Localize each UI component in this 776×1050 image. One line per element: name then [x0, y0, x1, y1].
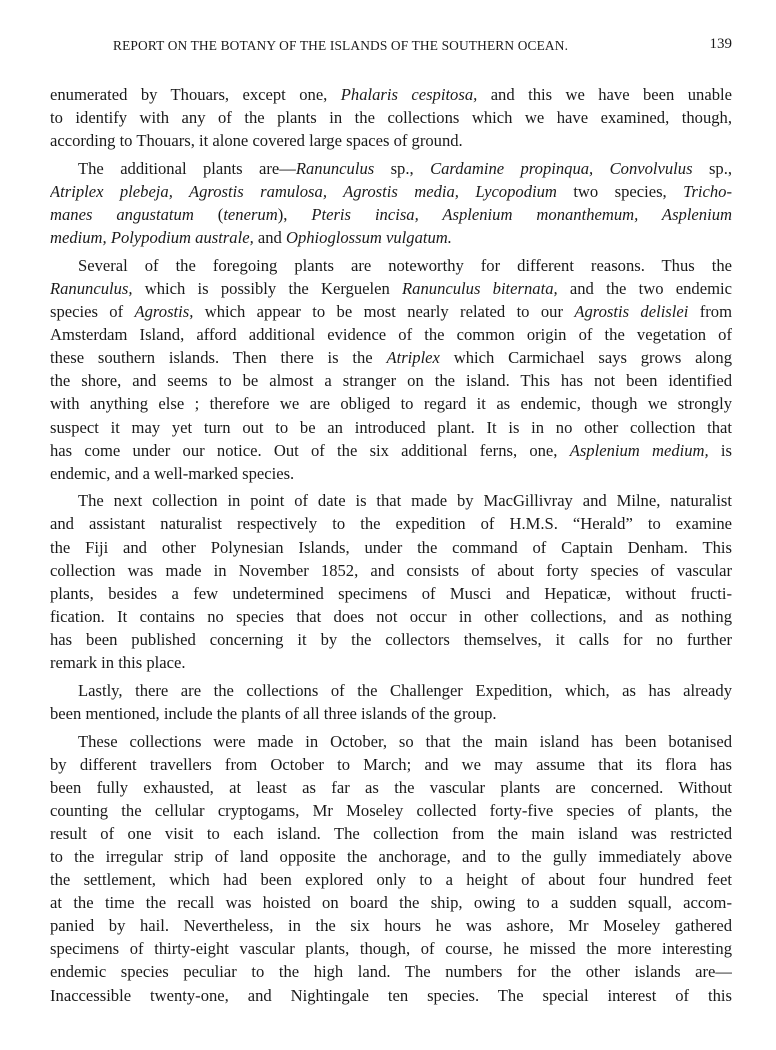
text-run: and this we have been unable	[477, 85, 732, 104]
text-run: the Fiji and other Polynesian Islands, under the command of Captain Denham. This	[50, 537, 732, 557]
text-line	[50, 702, 732, 725]
italic-text: tenerum	[223, 205, 278, 225]
italic-text: Pteris incisa, Asplenium monanthemum, Asplenium	[311, 205, 732, 225]
text-line	[50, 891, 732, 914]
text-run: and assistant naturalist respectively to the expedition of H.M.S. “Herald” to examine	[50, 514, 732, 534]
paragraph	[50, 679, 732, 725]
italic-text: Asplenium medium,	[569, 440, 709, 460]
page-number: 139	[709, 36, 732, 52]
italic-text: Atriplex	[386, 348, 440, 368]
text-run: to the irregular strip of land opposite the anchorage, and to the gully immediately above	[50, 846, 732, 866]
text-run: these southern islands. Then there is the	[50, 348, 387, 368]
text-line	[50, 157, 732, 180]
text-run: has been published concerning it by the collectors themselves, it calls for no further	[50, 629, 732, 649]
text-line	[50, 822, 732, 845]
text-run: plants, besides a few undetermined specimens of Musci and Hepaticæ, without fructi-	[50, 583, 732, 603]
text-line	[50, 462, 732, 485]
text-run: ),	[277, 205, 312, 225]
text-run: endemic, and a well-marked species.	[50, 463, 295, 483]
text-line	[50, 489, 732, 512]
paragraph	[50, 157, 732, 249]
text-line	[50, 254, 732, 277]
text-run: Lastly, there are the collections of the Challenger Expedition, which, as has already	[78, 680, 732, 700]
text-run: Several of the foregoing plants are noteworthy for different reasons. Thus the	[78, 255, 732, 275]
text-line	[50, 203, 732, 226]
text-line	[50, 277, 732, 300]
text-line	[50, 300, 732, 323]
text-run: according to Thouars, it alone covered large spaces of ground.	[50, 131, 463, 151]
text-run: by different travellers from October to March; and we may assume that its flora has	[50, 754, 732, 774]
text-line	[50, 129, 732, 152]
text-line	[50, 730, 732, 753]
text-run: fication. It contains no species that does not occur in other collections, and as nothing	[50, 606, 732, 626]
text-line	[50, 984, 732, 1007]
paragraph	[50, 254, 732, 485]
text-line	[50, 914, 732, 937]
text-run: These collections were made in October, so that the main island has been botanised	[78, 731, 732, 751]
running-head-title: REPORT ON THE BOTANY OF THE ISLANDS OF THE SOUTHERN OCEAN.	[113, 38, 569, 53]
text-run: species of	[50, 302, 135, 322]
paragraph	[50, 489, 732, 674]
text-line	[50, 868, 732, 891]
italic-text: Tricho-	[683, 181, 732, 201]
italic-text: Phalaris cespitosa,	[340, 85, 478, 104]
text-line	[50, 582, 732, 605]
text-line	[50, 536, 732, 559]
text-run: two species,	[556, 181, 684, 201]
text-line	[50, 439, 732, 462]
text-run: Inaccessible twenty-one, and Nightingale ten species. The special interest of this	[50, 985, 732, 1005]
text-run: suspect it may yet turn out to be an introduced plant. It is in no other collection that	[50, 417, 732, 437]
italic-text: Ranunculus,	[50, 278, 133, 298]
text-run: which is possibly the Kerguelen	[132, 278, 403, 298]
text-line	[50, 753, 732, 776]
text-run: remark in this place.	[50, 653, 186, 673]
text-run: been fully exhausted, at least as far as the vascular plants are concerned. Without	[50, 777, 732, 797]
text-run: from	[688, 302, 732, 322]
text-run: and	[253, 228, 286, 248]
text-run: collection was made in November 1852, and consists of about forty species of vascular	[50, 560, 732, 580]
text-run: The next collection in point of date is that made by MacGillivray and Milne, naturalist	[78, 491, 732, 511]
italic-text: manes angustatum	[50, 205, 194, 225]
text-line	[50, 392, 732, 415]
italic-text: medium, Polypodium australe,	[50, 228, 254, 248]
text-run: sp.,	[374, 158, 431, 178]
text-run: the settlement, which had been explored only to a height of about four hundred feet	[50, 870, 732, 890]
text-line	[50, 845, 732, 868]
text-line	[50, 226, 732, 249]
text-line	[50, 960, 732, 983]
text-run: been mentioned, include the plants of all three islands of the group.	[50, 703, 497, 723]
italic-text: Agrostis,	[134, 302, 194, 322]
text-run: enumerated by Thouars, except one,	[50, 85, 341, 104]
text-run: is	[708, 440, 732, 460]
text-run: with anything else ; therefore we are obliged to regard it as endemic, though we strongly	[50, 394, 732, 414]
text-line	[50, 83, 732, 106]
text-run: sp.,	[692, 158, 732, 178]
text-run: the shore, and seems to be almost a stranger on the island. This has not been identified	[50, 371, 732, 391]
text-line	[50, 605, 732, 628]
text-line	[50, 937, 732, 960]
italic-text: Ranunculus biternata,	[402, 278, 558, 298]
italic-text: Agrostis delislei	[574, 302, 689, 322]
text-run: which appear to be most nearly related to our	[193, 302, 575, 322]
text-run: (	[193, 205, 224, 225]
text-run: The additional plants are—	[78, 158, 296, 178]
text-line	[50, 679, 732, 702]
text-run: counting the cellular cryptogams, Mr Moseley collected forty-five species of plants, the	[50, 800, 732, 820]
text-line	[50, 651, 732, 674]
italic-text: Atriplex plebeja, Agrostis ramulosa, Agrostis media, Lycopodium	[50, 181, 557, 201]
text-line	[50, 346, 732, 369]
text-run: endemic species peculiar to the high land. The numbers for the other islands are—	[50, 962, 732, 982]
text-line	[50, 799, 732, 822]
text-run: specimens of thirty-eight vascular plants, though, of course, he missed the more interesting	[50, 939, 732, 959]
text-line	[50, 776, 732, 799]
text-run: and the two endemic	[557, 278, 732, 298]
italic-text: Cardamine propinqua, Convolvulus	[430, 158, 693, 178]
text-line	[50, 323, 732, 346]
paragraph	[50, 730, 732, 1007]
text-line	[50, 628, 732, 651]
text-run: which Carmichael says grows along	[439, 348, 732, 368]
text-line	[50, 180, 732, 203]
text-run: Amsterdam Island, afford additional evidence of the common origin of the vegetation of	[50, 325, 732, 345]
text-line	[50, 416, 732, 439]
text-line	[50, 559, 732, 582]
italic-text: Ranunculus	[295, 158, 375, 178]
italic-text: Ophioglossum vulgatum.	[285, 228, 452, 248]
text-line	[50, 106, 732, 129]
paragraph	[50, 83, 732, 152]
text-run: has come under our notice. Out of the six additional ferns, one,	[50, 440, 570, 460]
text-line	[50, 512, 732, 535]
running-head	[50, 36, 732, 56]
text-run: at the time the recall was hoisted on board the ship, owing to a sudden squall, accom-	[50, 893, 732, 913]
text-line	[50, 369, 732, 392]
text-run: to identify with any of the plants in the collections which we have examined, though,	[50, 108, 732, 128]
text-run: panied by hail. Nevertheless, in the six hours he was ashore, Mr Moseley gathered	[50, 916, 732, 936]
text-run: result of one visit to each island. The collection from the main island was restricted	[50, 823, 732, 843]
body-text	[50, 83, 732, 1007]
